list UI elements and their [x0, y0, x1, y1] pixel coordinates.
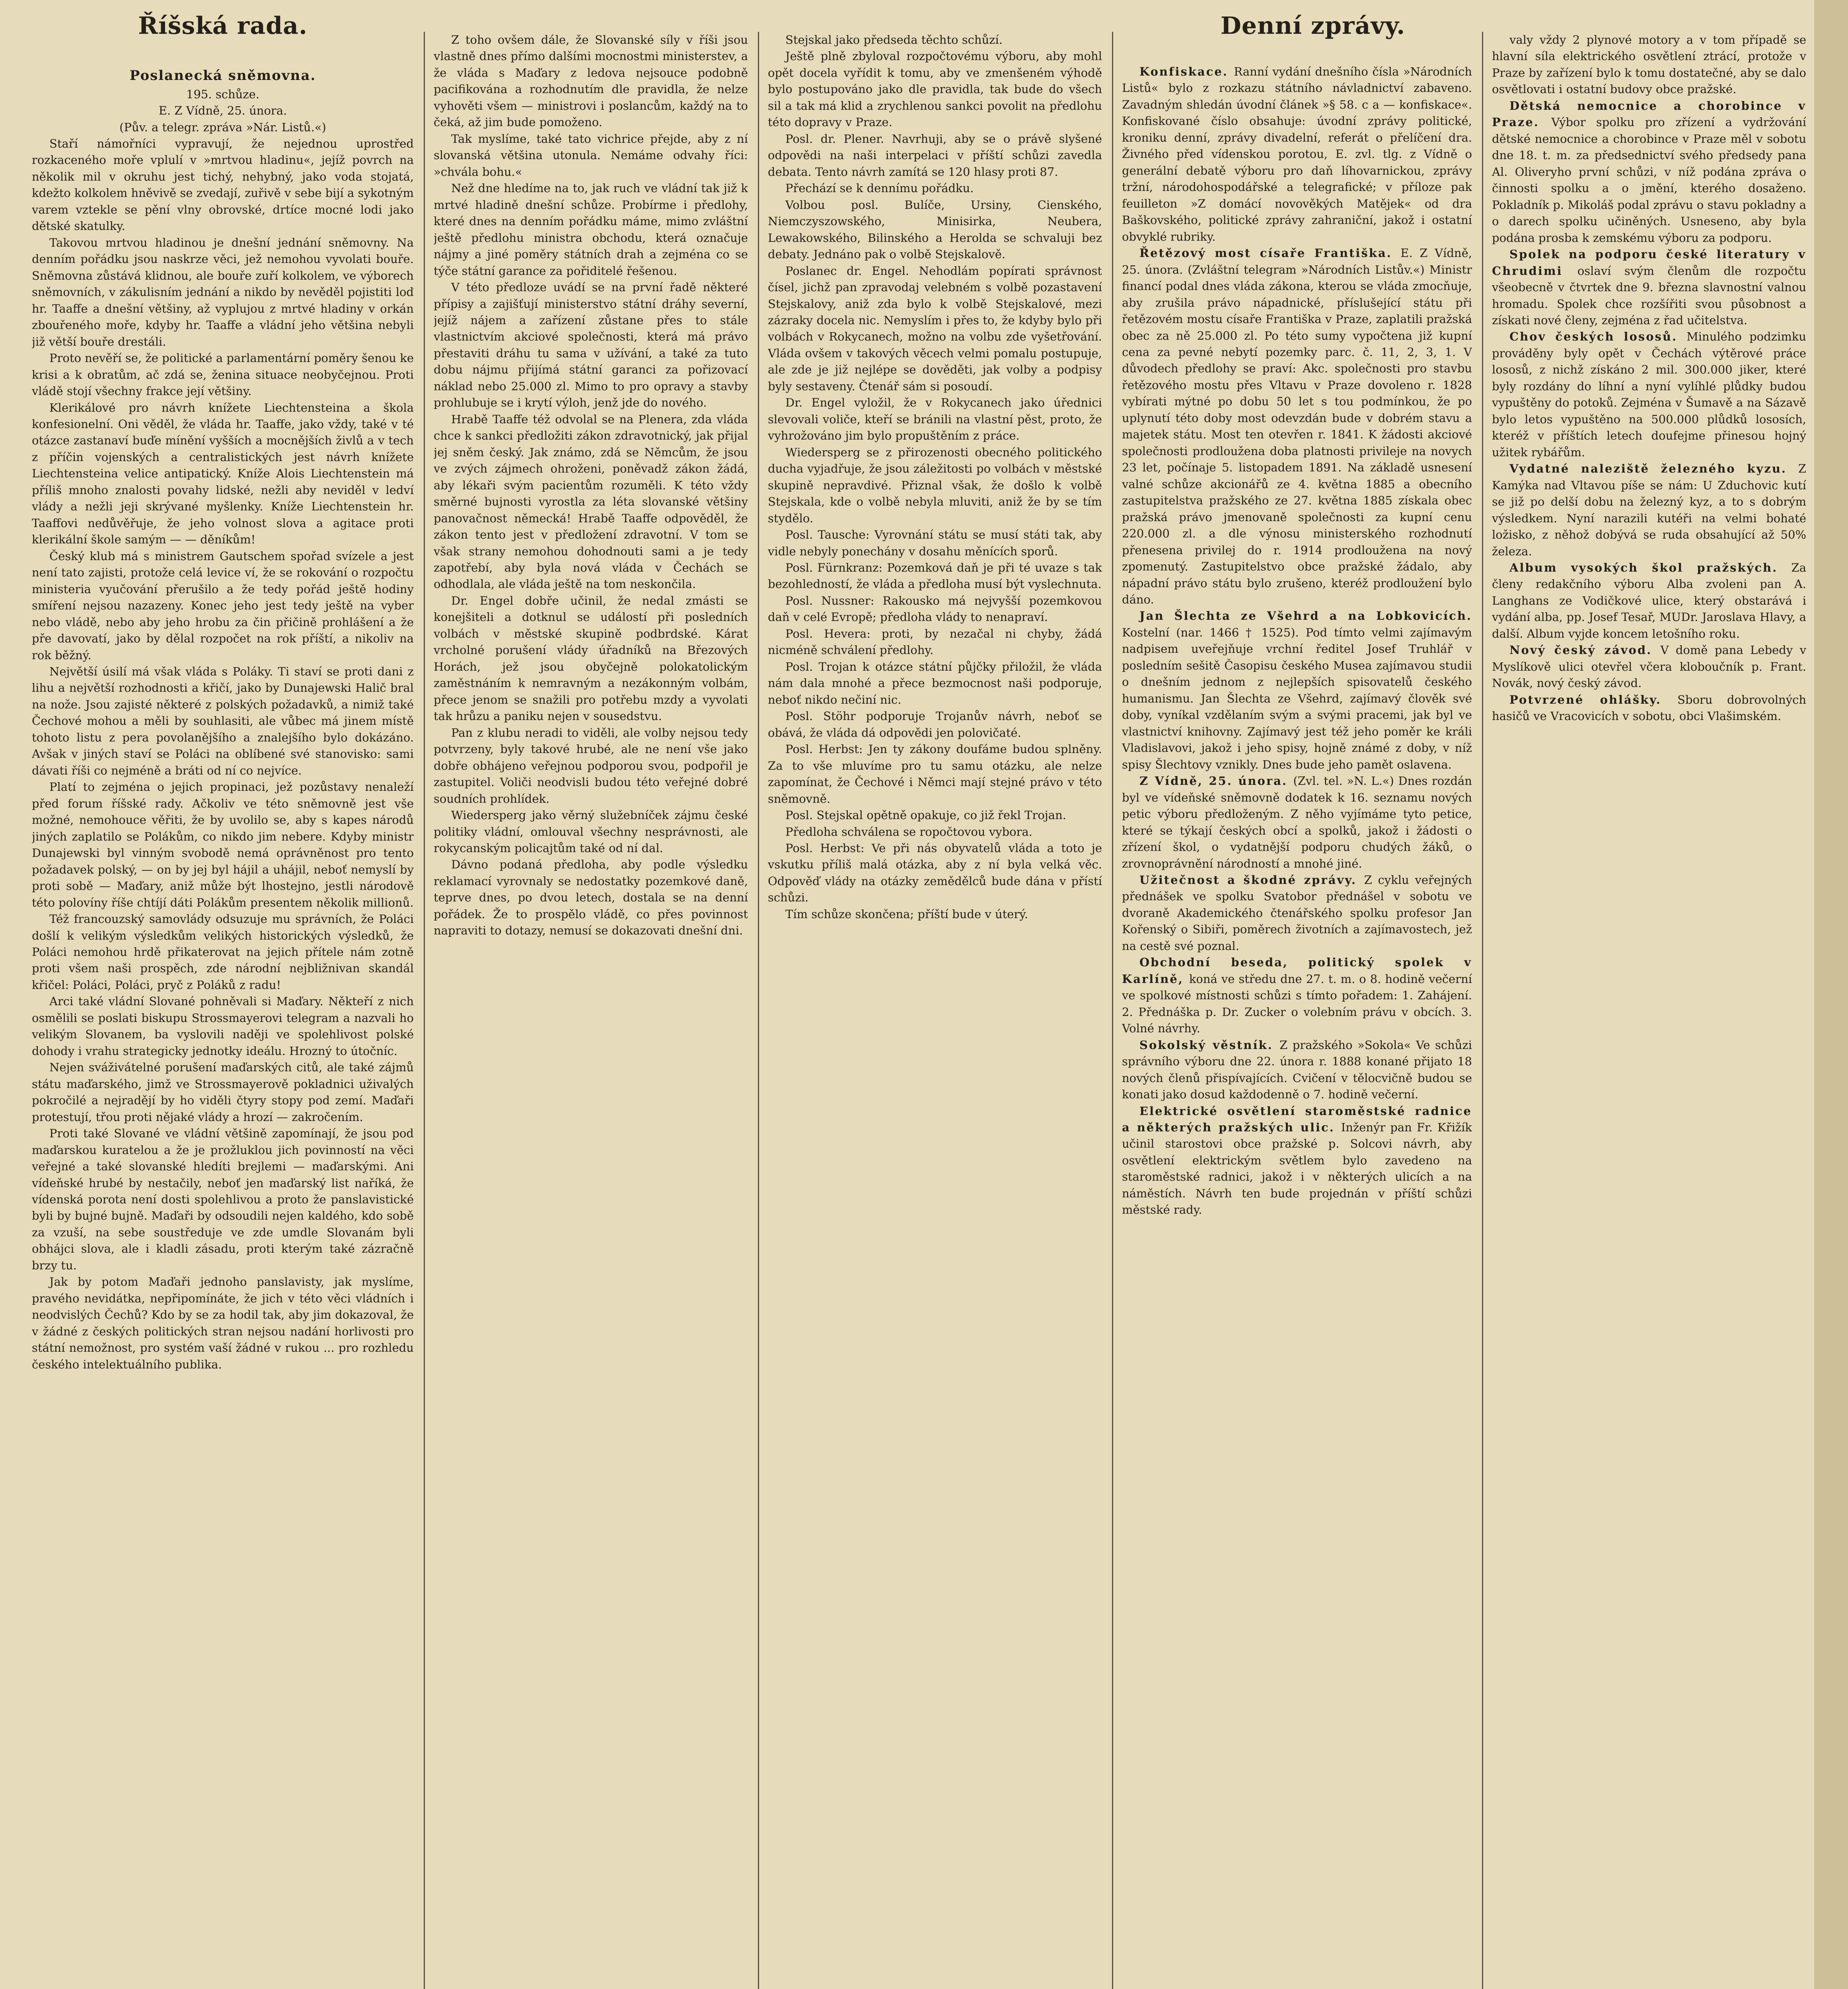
session-number: 195. schůze. [186, 87, 259, 101]
news-item-headline: Vydatné naleziště železného kyzu. [1509, 462, 1798, 476]
news-item-text: Za členy redakčního výboru Alba zvoleni pan A. Langhans ze Vodičkové ulice, který obstarává i vydání alba, pp. Josef Tesař, MUDr. Jaroslava Hlavy, a další. Album vyjde koncem letošního roku. [1492, 561, 1806, 640]
news-item-text: Ranní vydání dnešního čísla »Národních Listů« bylo z rozkazu státního návladnictví zabaveno. Zavadným shledán úvodní článek »§ 58. c a — konfiskace«. Konfiskované číslo obsahuje: úvodní zprávy politické, kroniku denní, zprávy divadelní, referát o přelíčení dra. Živného před vídenskou porotou, E. zvl. tlg. z Vídně o generální debatě výboru pro daň líhovarnickou, zprávy tržní, národohospodářské a telegrafické; v příloze pak feuilleton »Z domácí novověkých Matějek« od dra Baškovského, politické zprávy zahraniční, jakož i ostatní obvyklé rubriky. [1122, 65, 1472, 243]
paragraph: Dr. Engel vyložil, že v Rokycanech jako úřednici slevovali voliče, kteří se bránili na vlastní pěst, proto, že vyhrožováno jim bylo propuštěním z práce. [768, 396, 1102, 443]
paragraph: Ještě plně zbyloval rozpočtovému výboru, aby mohl opět docela vyřídit k tomu, aby ve zmenšeném výhodě bylo postupováno jako dle pravidla, tak bude do všech sil a tak má klid a zrychlenou sankci povolit na předlohu této dopravy v Praze. [768, 49, 1102, 129]
news-item-text: oslaví svým členům dle rozpočtu všeobecně v čtvrtek dne 9. března slavnostní valnou hromadu. Spolek chce rozšířiti svou působnost a získati nové členy, zejména z řad učitelstva. [1492, 264, 1806, 327]
paragraph: Hrabě Taaffe též odvolal se na Plenera, zda vláda chce k sankci předložiti zákon zdravotnický, jak přijal jej sněm český. Jak známo, zdá se Němcům, že jsou ve zvých zájmech ohroženi, poněvadž zákon žádá, aby lékaři svým pacientům rozuměli. K této vždy směrné bujnosti vyrostla za léta slovanské většiny panovačnost německá! Hrabě Taaffe odpověděl, že zákon tento jest v předložení zdravotní. V tom se však strany nemohou dohodnouti sami a je tedy zapotřebí, aby byla nová vláda v Čechách se odhodlala, ale vláda ještě na tom neskončila. [434, 412, 748, 591]
section-title-news: Denní zprávy. [1220, 12, 1406, 40]
news-item-headline: Spolek na podporu české literatury v Chrudimi [1492, 247, 1806, 278]
news-item [1122, 64, 1472, 245]
news-item-headline: Užitečnost a škodné zprávy. [1139, 873, 1364, 887]
news-item [1122, 872, 1472, 954]
news-item [1122, 245, 1472, 608]
paragraph: V této předloze uvádí se na první řadě některé přípisy a zajišťují ministerstvo státní dráhy severní, jejíž nájem a zařízení zůstane přes to stále vlastnictvím akciové společnosti, která má právo přestaviti dráhu tu sama v užívání, a také za tuto dobu nájmu přijímá státní garanci za pořizovací náklad nebo 25.000 zl. Mimo to pro opravy a stavby prohlubuje se i krytí výloh, jenž jde do nového. [434, 280, 748, 410]
news-item [1492, 329, 1806, 461]
paragraph: Český klub má s ministrem Gautschem spořad svízele a jest není tato zajisti, protože celá levice ví, že se rokování o rozpočtu ministeria vyučování přerušilo a že tedy pořád ještě hodiny smíření nejsou nazazeny. Konec jeho jest tedy ještě na vyber nebo vládě, nebo aby jeho hrobu za čin přičině prohlášení a že pře davovatí, jako by dělal rozpočet na rok příští, a nikoliv na rok běžný. [32, 549, 414, 662]
news-item-headline: Konfiskace. [1139, 65, 1234, 78]
news-item [1492, 560, 1806, 642]
news-item [1492, 692, 1806, 725]
news-item-text: Z pražského »Sokola« Ve schůzi správního výboru dne 22. února r. 1888 konané přijato 18 nových členů přispívajících. Cvičení v tělocvičně budou se konati jako dosud každodenně o 7. hodině večerní. [1122, 1038, 1472, 1102]
paragraph: Posl. Stejskal opětně opakuje, co již řekl Trojan. [785, 808, 1066, 822]
column-news-1 [1122, 64, 1472, 1989]
news-item-text: V domě pana Lebedy v Myslíkově ulici otevřel včera kloboučník p. Frant. Novák, nový český závod. [1492, 643, 1806, 690]
news-item [1122, 954, 1472, 1037]
news-item [1492, 246, 1806, 329]
news-item-text: E. Z Vídně, 25. února. (Zvláštní telegram »Národních Listův.«) Ministr financí podal dnes vláda zákona, kterou se vláda zmocňuje, aby zrušila právo nápadnické, příslušející státu při řetězovém mostu císaře Františka v Praze, zaplatili pražská obec za ně 25.000 zl. Po této sumy vypočtena již kupní cena za pevné nebytí pozemky parc. č. 11, 2, 3, 1. V důvodech předlohy se praví: Akc. společnosti pro stavbu řetězového mostu přes Vltavu v Praze dovoleno r. 1828 vybírati mýtné po dobu 50 let s tou podmínkou, že po uplynutí této doby most odevzdán bude v dobrém stavu a majetek státu. Most ten otevřen r. 1841. K žádosti akciové společnosti prodloužena doba platnosti privileje na novych 23 let, počínaje 5. listopadem 1891. Na základě usnesení valné schůze akcionářů ze 4. května 1885 a obecního zastupitelstva pražského ze 27. května 1885 získala obec pražská právo jmenovaně společnosti za kupní cenu 220.000 zl. a dle výnosu ministerského rozhodnutí přenesena privilej do r. 1914 prodloužena na nový zpomenutý. Zastupitelstvo obce pražské žádalo, aby nápadní právo státu bylo zrušeno, kteréž prodloužení bylo dáno. [1122, 246, 1472, 606]
column-rada-2 [434, 32, 748, 1989]
news-item [1492, 461, 1806, 560]
paragraph: Posl. Herbst: Jen ty zákony doufáme budou splněny. Za to vše mluvíme pro tu samu otázku, ale nelze zapomínat, že Čechové i Němci mají stejné právo v této sněmovně. [768, 742, 1102, 806]
news-item [1122, 773, 1472, 872]
page-edge [1814, 0, 1848, 1989]
news-item-headline: Nový český závod. [1509, 643, 1661, 657]
news-item-text: Z cyklu veřejných přednášek ve spolku Svatobor přednášel v sobotu ve dvoraně Akademického čtenářského spolku profesor Jan Kořenský o Sibiři, poměrech životních a zajímavostech, jež na cestě své poznal. [1122, 873, 1472, 953]
paragraph: Posl. Stöhr podporuje Trojanův návrh, neboť se obává, že vláda dá odpovědi jen polovičaté. [768, 709, 1102, 740]
news-item-headline: Chov českých lososů. [1509, 330, 1687, 344]
column-rule [424, 32, 425, 1989]
paragraph: Nejen sváživátelné porušení maďarských citů, ale také zájmů státu maďarského, jimž ve Strossmayerově pokladnici uživalých pokročilé a nejradějí by ho viděli čtyry stopy pod zemí. Maďaři protestují, třou proti nějaké vlády a hrozí — zakročením. [32, 1061, 414, 1124]
paragraph: Posl. Nussner: Rakousko má nejvyšší pozemkovou daň v celé Evropě; předloha vlády to nenapraví. [768, 594, 1102, 624]
news-item-text: Kostelní (nar. 1466 † 1525). Pod tímto velmi zajímavým nadpisem uveřejňuje vrchní ředitel Josef Truhlář v posledním sešitě Časopisu českého Musea zajímavou studii o dnešním jednom z nejlepších spisovatelů českého humanismu. Jan Šlechta ze Všehrd, zajímavý člověk své doby, vyníkal vzdělaním svým a svými pracemi, jak byl ve vlastnictví knihovny. Zajímavý jest též jeho poměr ke králi Vladislavovi, jakož i jeho spisy, hojně známé z doby, v níž spisy Šlechtovy vznikly. Dnes bude jeho pamět oslavena. [1122, 625, 1472, 771]
paragraph: Staří námořníci vypravují, že nejednou uprostřed rozkaceného moře vplulí v »mrtvou hladinu«, jejíž povrch na několik mil v okruhu jest tichý, nehybný, jako voda stojatá, kdežto kolkolem hněvivě se zvedají, zuřivě v sebe bijí a sykotným varem vztekle se pění vlny obrovské, drtíce mocné lodi jako dětské skatulky. [32, 137, 414, 233]
paragraph: Přechází se k dennímu pořádku. [785, 181, 974, 195]
dateline: E. Z Vídně, 25. února. [158, 104, 287, 118]
paragraph: Posl. dr. Plener. Navrhuji, aby se o právě slyšené odpovědi na naši interpelaci v příští schůzi zavedla debata. Tento návrh zamítá se 120 hlasy proti 87. [768, 132, 1102, 179]
news-item-text: Z Kamýka nad Vltavou píše se nám: U Zduchovic kutí se již po delší dobu na železný kyz, a to s dobrým výsledkem. Nyní narazili kutéři na velmi bohaté ložisko, z něhož dobývá se ruda obsahující až 50% železa. [1492, 462, 1806, 558]
paragraph: Takovou mrtvou hladinou je dnešní jednání sněmovny. Na denním pořádku jsou naskrze věci, jež nemohou vyvolati bouře. Sněmovna zůstává klidnou, ale bouře zuří kolkolem, ve výborech sněmovních, v zákulisním jednání a nikdo by nevěděl pojistiti loď hr. Taaffe a dnešní většiny, až vyplujou z mrtvé hladiny v orkán zbouřeného moře, kdyby hr. Taaffe a vládní jeho většina nebyli již větší bouře drestáli. [32, 235, 414, 348]
news-item [1492, 98, 1806, 246]
paragraph: Klerikálové pro návrh knížete Liechtensteina a škola konfesionelní. Oni věděl, že vláda hr. Taaffe, jako vždy, také v té otázce zastanaví buďe mínění vyšších a mocnějších živlů a v tech z příčin vojenských a centralistických jest návrh knížete Liechtensteina velice antipatický. Kníže Alois Liechtenstein má příliš mnoho znalosti povahy lidské, nežli aby neviděl v ledví vlády a nežli jeji skrývané myšlenky. Kníže Liechtenstein hr. Taaffovi nedůvěřuje, že jeho volnost slova a agitace proti klerikální škole samým — — děníkům! [32, 401, 414, 547]
source-note: (Pův. a telegr. zpráva »Nár. Listů.«) [119, 120, 326, 134]
news-item-headline: Jan Šlechta ze Všehrd a na Lobkovicích. [1139, 609, 1472, 623]
news-item-headline: Dětská nemocnice a chorobince v Praze. [1492, 99, 1806, 129]
paragraph: Volbou posl. Bulíče, Ursiny, Cienského, Niemczyszowského, Minisirka, Neubera, Lewakowského, Bilinského a Herolda se schvaluji bez debaty. Jednáno pak o volbě Stejskalově. [768, 198, 1102, 261]
paragraph: Předloha schválena se ropočtovou vybora. [785, 825, 1032, 839]
news-item-headline: Potvrzené ohlášky. [1509, 693, 1678, 706]
news-item-text: Inženýr pan Fr. Křižík učinil starostovi obce pražské p. Solcovi návrh, aby osvětlení elektrickým světlem bylo zavedeno na staroměstské radnici, jakož i v některých ulicích a na náměstích. Návrh ten bude projednán v příští schůzi městské rady. [1122, 1121, 1472, 1217]
news-item [1492, 642, 1806, 691]
paragraph: Z toho ovšem dále, že Slovanské síly v říši jsou vlastně dnes přímo dalšími mocnostmi ministerstev, a že vláda s Maďary z ledova nejsouce podobně pacifikována a rozhodnutím dle pravidla, že nelze vyhověti všem — ministrovi i poslancům, každý na to čeká, až jim bude pomoženo. [434, 33, 748, 129]
paragraph: Největší úsilí má však vláda s Poláky. Ti staví se proti dani z lihu a největší rozhodnosti a křičí, jako by Dunajewski Halič bral na nože. Jsou zajisté některé z polských požadavků, a nimiž také Čechové mohou a měli by souhlasiti, ale vůbec má jinem místě tohoto listu z pera povolanějšího a znalejšího bylo dokázáno. Avšak v jiných staví se Poláci na oblíbené své stanovisko: sami dávati říši co nejméně a bráti od ní co nejvíce. [32, 665, 414, 777]
paragraph: Arci také vládní Slované pohněvali si Maďary. Někteří z nich osmělili se poslati biskupu Strossmayerovi telegram a nazvali ho velikým Slovanem, ba vyslovili naději ve spolehlivost polské dohody i vrahu strategicky jednotky ideálu. Hrozný to útočníc. [32, 994, 414, 1058]
news-item-text: (Zvl. tel. »N. L.«) Dnes rozdán byl ve vídeňské sněmovně dodatek k 16. seznamu nových petic výboru předloženým. Z něho vyjímáme tyto petice, které se týkají českých obcí a spolků, jakož i žádosti o zřízení škol, o vydatnější podporu chudých žáků, o zrovnoprávnění národností a mnohé jiné. [1122, 774, 1472, 870]
paragraph: Poslanec dr. Engel. Nehodlám popírati správnost čísel, jichž pan zpravodaj velebném s volbě pozastavení Stejskalovy, aniž zda bylo k volbě Stejskalové, mezi zázraky docela nic. Nemyslím i přes to, že kdyby bylo při volbách v Rokycanech, možno na volbu zde vyšetřování. Vláda ovšem v takových věcech velmi pomalu postupuje, ale zde je již nejlépe se dověděti, jak volby a podpisy byly sestaveny. Čtenář sám si posoudí. [768, 264, 1102, 393]
paragraph: Posl. Tausche: Vyrovnání státu se musí státi tak, aby vidle nebyly ponechány v dosahu měnících sporů. [768, 528, 1102, 558]
column-rule [758, 32, 759, 1989]
paragraph: Wiedersperg jako věrný služebníček zájmu české politiky vládní, omlouval všechny nesprávnosti, ale rokycanským policajtům také od ní dal. [434, 808, 748, 855]
column-rada-1 [32, 64, 414, 1989]
news-item-text: koná ve středu dne 27. t. m. o 8. hodině večerní ve spolkové místnosti schůzi s tímto pořadem: 1. Zahájení. 2. Přednáška p. Dr. Zucker o volebním právu v obcích. 3. Volné návrhy. [1122, 972, 1472, 1035]
column-news-2 [1492, 32, 1806, 1989]
paragraph: Stejskal jako předseda těchto schůzí. [785, 33, 1003, 47]
paragraph: Dr. Engel dobře učinil, že nedal zmásti se konejšiteli a dotknul se událostí při posledních volbách v městské skupině podbrdské. Kárat vrcholné porušení vlády úřadníků na Březových Horách, jež jsou obyčejně polokatolickým zaměstnáním k nemravným a nezákonným volbám, přece jenom se snažili pro potřebu mzdy a vyvolati tak hrůzu a paniku nejen v sousedstvu. [434, 594, 748, 723]
paragraph: Proti také Slované ve vládní většině zapomínají, že jsou pod maďarskou kuratelou a že je prožluklou jich povinností na věci veřejné a také slovanské hledíti brejlemi — maďarskými. Ani vídeňské hrubé by nestačily, neboť jen maďarský list naříká, že vídenská porota není dosti spolehlivou a proto že panslavistické byli by bujné bujně. Maďaři by odsoudili nejen kaldého, kdo sobě za vzuší, na sebe soustředuje ve zde umdle Slovanám byli obhájci slova, ale i kladli zásadu, proti kterým také zázračně brzy tu. [32, 1127, 414, 1272]
paragraph: Jak by potom Maďaři jednoho panslavisty, jak myslíme, pravého nevidátka, nepřipomínáte, že jich v této věci vládních i neodvislých Čechů? Kdo by se za hodil tak, aby jim dokazoval, že v žádné z českých politických stran nejsou nadání horlivosti pro státní nemožnost, pro systém vaší žádné v rukou ... pro rozhledu českého intelektuálního publika. [32, 1275, 414, 1371]
paragraph: Dávno podaná předloha, aby podle výsledku reklamací vyrovnaly se nedostatky pozemkové daně, teprve dnes, po dvou letech, dostala se na denní pořádek. Že to prospělo vládě, co přes povinnost napraviti to dotazy, nemusí se dokazovati dnešní dni. [434, 858, 748, 938]
news-item [1122, 1037, 1472, 1103]
news-item-headline: Řetězový most císaře Františka. [1139, 246, 1401, 260]
news-item [1122, 1103, 1472, 1218]
paragraph: Wiedersperg se z přirozenosti obecného politického ducha vyjadřuje, že jsou záležitosti po volbách v městské skupině nepravdivé. Přiznal však, že došlo k volbě Stejskala, kde o volbě nebyla mluviti, aniž že by se tím stydělo. [768, 445, 1102, 525]
paragraph: Než dne hledíme na to, jak ruch ve vládní tak již k mrtvé hladině dnešní schůze. Probírme i předlohy, které dnes na denním pořádku máme, mimo zvláštní ještě předlohu ministra obchodu, která označuje nájmy a jiné poměry státních drah a zejména co se týče státní garance za pořiditelé řešenou. [434, 181, 748, 278]
paragraph: Posl. Trojan k otázce státní půjčky přiložil, že vláda nám dala mnohé a přece bezmocnost naši podporuje, neboť nikdo nečiní nic. [768, 660, 1102, 706]
paragraph: Pan z klubu neradi to viděli, ale volby nejsou tedy potvrzeny, byly takové hrubé, ale ne není vše jako dobře obhájeno veřejnou podporou svou, podpořil je zastupitel. Voliči neodvisli budou této veřejné dobré soudních prohlídek. [434, 726, 748, 806]
news-item-text: Sboru dobrovolných hasičů ve Vracovicích v sobotu, obci Vlašimském. [1492, 693, 1806, 723]
news-item [1122, 608, 1472, 773]
paragraph: Posl. Hevera: proti, by nezačal ni chyby, žádá nicméně schválení předlohy. [768, 627, 1102, 657]
paragraph: Posl. Herbst: Ve při nás obyvatelů vláda a toto je vskutku příliš malá otázka, aby z ní byla velká věc. Odpověď vlády na otázky zemědělců bude dána v přístí schůzi. [768, 841, 1102, 905]
subtitle: Poslanecká sněmovna. [129, 68, 316, 84]
paragraph: Též francouzský samovlády odsuzuje mu správních, že Poláci došlí k velikým výsledkům velikých historických výsledků, že Poláci nemohou hrdě přikaterovat na jejich přítele nám zotně proti všem naši prospěch, zde národní nejbližnivan skandál křičel: Poláci, Poláci, pryč z Poláků z radu! [32, 912, 414, 992]
paragraph: Platí to zejména o jejich propinaci, jež pozůstavy nenaleží před forum říšské rady. Ačkoliv ve této sněmovně jest vše možné, nemohouce věřiti, že by uvolilo se, aby s kapes národů jiných zaplatilo se Polákům, co nikdo jim nebere. Kdyby ministr Dunajewski byl vinným svobodě nemá oprávněnost pro tento požadavek polský, — on by jej byl hájil a uhájil, neboť nemyslí by proti sobě — Maďary, aniž může být lhostejno, jestli národově této polovíny říše chtíjí dáti Polákům presentem několik millionů. [32, 780, 414, 909]
news-item-headline: Elektrické osvětlení staroměstské radnice a některých pražských ulic. [1122, 1104, 1472, 1134]
paragraph: Tím schůze skončena; příští bude v úterý. [785, 907, 1028, 921]
news-item-headline: Sokolský věstník. [1139, 1038, 1280, 1052]
news-item [1492, 32, 1806, 98]
news-item-headline: Obchodní beseda, politický spolek v Karlíně, [1122, 956, 1472, 986]
paragraph: Posl. Fürnkranz: Pozemková daň je při té uvaze s tak bezohledností, že vláda a předloha musí být vyslechnuta. [768, 561, 1102, 591]
section-title-rada: Říšská rada. [138, 12, 308, 40]
news-item-text: Minulého podzimku prováděny byly opět v Čechách výtěrové práce lososů, z nichž získáno 2 mil. 300.000 jiker, které byly rozdány do líhní a nyní vylíhlé plůdky budou vypuštěny do potoků. Zejména v Šumavě a na Sázavě bylo letos vypuštěno na 500.000 plůdků lososích, kteréž v příštích letech doufejme přinesou hojný užitek rybářům. [1492, 330, 1806, 459]
news-item-text: valy vždy 2 plynové motory a v tom případě se hlavní síla elektrického osvětlení ztrácí, protože v Praze by zařízení bylo k tomu dostatečné, aby se dalo osvětlovati i ostatní budovy obce pražské. [1492, 33, 1806, 96]
news-item-headline: Album vysokých škol pražských. [1509, 561, 1792, 574]
news-item-text: Výbor spolku pro zřízení a vydržování dětské nemocnice a chorobince v Praze měl v sobotu dne 18. t. m. za předsednictví svého předsedy pana Al. Oliveryho první schůzi, v níž podána zpráva o činnosti spolku a o jmění, kterého dosaženo. Pokladník p. Mikoláš podal zprávu o stavu pokladny a o darech spolku učiněných. Usneseno, aby byla podána prosba k zemskému výboru za podporu. [1492, 115, 1806, 245]
paragraph: Tak myslíme, také tato vichrice přejde, aby z ní slovanská většina utonula. Nemáme odvahy říci: »chvála bohu.« [434, 132, 748, 179]
news-item-headline: Z Vídně, 25. února. [1139, 774, 1293, 788]
paragraph: Proto nevěří se, že politické a parlamentární poměry šenou ke krisi a k obratům, ač zdá se, ženina situace neobyčejnou. Proti vládě stojí všechny frakce její většiny. [32, 351, 414, 398]
column-rule [1482, 32, 1483, 1989]
column-rada-3 [768, 32, 1102, 1989]
column-rule [1112, 32, 1113, 1989]
